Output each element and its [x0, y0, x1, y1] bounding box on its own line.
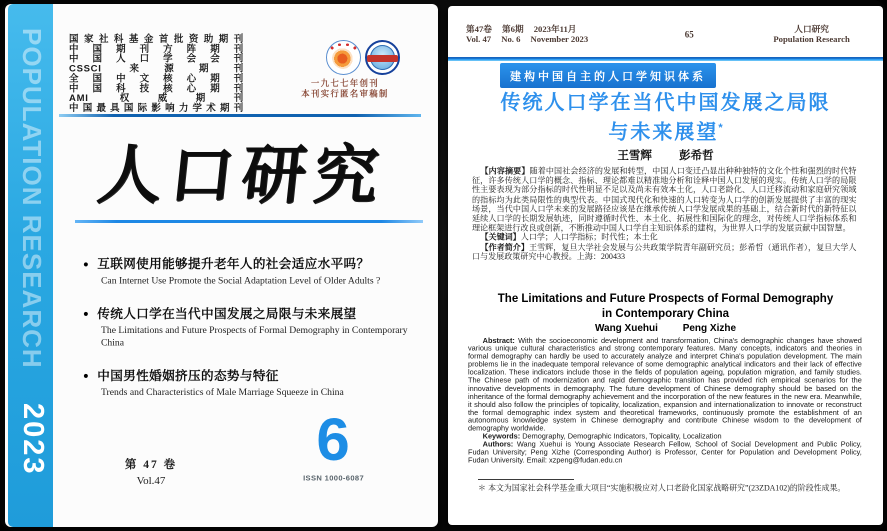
footnote: ＊ 本文为国家社会科学基金重大项目“实施积极应对人口老龄化国家战略研究”(23ZDA102)的阶段性成果。 [478, 484, 846, 493]
english-abstract-block [468, 337, 862, 465]
cover-divider-top [59, 114, 421, 117]
article-first-page [448, 6, 883, 525]
volume-en: Vol.47 [136, 475, 166, 487]
title-line-2: 与未来展望* [608, 121, 723, 144]
accolade-item: 全国中文核心期刊 [69, 72, 244, 84]
journal-cover-page [5, 4, 438, 527]
english-title [448, 292, 883, 322]
article-title-en: Trends and Characteristics of Male Marriage Squeeze in China [101, 386, 344, 398]
title-line-1: 传统人口学在当代中国发展之局限 [500, 92, 831, 114]
english-title-line-2: in Contemporary China [601, 308, 730, 320]
header-issue-en: No. 6 [501, 34, 521, 45]
cover-badges [301, 40, 413, 107]
accolade-item: AMI 权威期刊 [69, 92, 244, 104]
title-footnote-marker: * [718, 122, 723, 134]
accolade-item: CSSCI 来源期刊 [69, 62, 244, 74]
authors-en [448, 323, 883, 334]
chinese-abstract-block [472, 167, 856, 262]
keywords-en: Keywords: Demography, Demographic Indicators, Topicality, Localization [482, 432, 722, 441]
abstract-zh: 【内容摘要】随着中国社会经济的发展和转型，中国人口变迁凸显出种种独特的文化个性和强烈的时代特征，许多传统人口学的概念、指标、理论都难以精准地分析和诠释中国人口发展的现实。传统人口学的局限性主要表现为部分指标的时代性明显不足以及尚未有效本土化，人口老龄化、人口迁移流动和家庭研究领域的指标均为此类局限性的典型代表。中国式现代化和快速的人口转变为人口学的创新发展提供了丰富的现实场景，当代中国人口学未来的发展路径应该是在继承传统人口学发展成果的基础上，结合新时代的新特征以延续人口学的长期发展轨迹，同时遵循时代性、本土化、拓展性和国际化的理念，对传统人口学指标体系和理论框架进行改良或创新，不断推动中国人口学自主知识体系的建构，为世界人口学的发展贡献中国智慧。 [472, 167, 857, 233]
issue-number: 6 [316, 406, 350, 473]
header-rule [448, 57, 883, 61]
author-name-zh: 王雪辉 [617, 150, 652, 162]
accolade-item: 中国科技核心期刊 [69, 82, 244, 94]
bio-zh-label: 【作者简介】 [480, 243, 529, 252]
cover-article-list [83, 256, 416, 417]
bullet-icon: ● [83, 369, 89, 381]
cover-spine [8, 4, 53, 527]
footnote-rule [478, 479, 574, 480]
abstract-en: Abstract: With the socioeconomic development and transformation, China's demographic changes have showed various unique cultural characteristics and strong contemporary features. Many concepts, indicators and theories in formal demography can hardly be used to accurately analyze and interpret China's population development. The main problems lie in the inadequate temporal relevance of some demographic analytical indicators and their lack of effective localization. These indicators include those in the fields of population ageing, population migration, and family studies. The Chinese path of modernization and rapid demographic transition has provided rich empirical scenarios for the innovative developments in demography. The future development of Chinese demography should be based on the inheritance of the formal demography achievement and the incorporation of the new features in the new era. Meanwhile, it should also follow the principles of topicality, localization, expansion and internationalization to innovate or reconstruct the formal demographic index system and theoretical frameworks, continuously promote the establishment of an autonomous knowledge system in Chinese demography and contribute Chinese wisdom to the development of demography worldwide. [468, 337, 862, 433]
header-date-en: November 2023 [530, 34, 589, 45]
header-issue-info [466, 24, 646, 44]
accolade-item: 中国最具国际影响力学术期刊 [69, 102, 244, 114]
badge-captions [295, 79, 395, 99]
accolade-list [69, 34, 244, 113]
abstract-zh-label: 【内容摘要】 [480, 167, 530, 176]
phoenix-emblem-icon [326, 40, 361, 75]
keywords-zh-label: 【关键词】 [480, 233, 521, 243]
keywords-en-label: Keywords: [482, 432, 521, 441]
header-vol-zh: 第47卷 [466, 24, 492, 35]
author-name-en: Wang Xuehui [594, 323, 658, 334]
issn-code: ISSN 1000-6087 [303, 474, 365, 483]
cover-divider-under-title [75, 220, 423, 223]
page-number: 65 [684, 29, 694, 40]
authors-bio-en-label: Authors: [482, 440, 514, 449]
list-item [83, 306, 416, 348]
globe-emblem-icon [365, 40, 400, 75]
article-title-zh: 中国男性婚姻挤压的态势与特征 [97, 368, 279, 383]
article-title-en: Can Internet Use Promote the Social Adaptation Level of Older Adults ? [101, 274, 381, 286]
article-title-en: The Limitations and Future Prospects of Formal Demography in Contemporary China [101, 324, 408, 348]
accolade-item: 中国人口学会会刊 [69, 53, 244, 64]
bullet-icon: ● [83, 258, 89, 269]
running-header [466, 24, 887, 44]
review-policy-caption: 本刊实行匿名审稿制 [301, 89, 389, 99]
volume-zh: 第 47 卷 [124, 459, 178, 471]
authors-zh [448, 147, 883, 163]
journal-name-en: Population Research [773, 34, 850, 45]
author-bio-zh: 【作者简介】王雪辉，复旦大学社会发展与公共政策学院青年副研究员；彭希哲（通讯作者），复旦大学人口与发展政策研究中心教授。上海：200433 [472, 243, 857, 262]
english-title-line-1: The Limitations and Future Prospects of Formal Demography [497, 293, 834, 305]
header-date-zh: 2023年11月 [533, 24, 577, 35]
article-title-zh: 互联网使用能够提升老年人的社会适应水平吗？ [97, 256, 370, 272]
authors-bio-en: Authors: Wang Xuehui is Young Associate Research Fellow, School of Social Development and Public Policy, Fudan University; Peng Xizhe (Corresponding Author) is Professor, Center for Population and Development Policy, Fudan University. Email: xzpeng@fudan.edu.cn [468, 440, 862, 465]
keywords-zh: 【关键词】人口学；人口学指标；时代性；本土化 [480, 233, 658, 243]
header-issue-zh: 第6期 [502, 24, 524, 35]
page-title [448, 91, 883, 146]
article-title-zh: 传统人口学在当代中国发展之局限与未来展望 [97, 306, 357, 321]
journal-name-zh: 人口研究 [794, 24, 829, 35]
journal-title-calligraphy: 人口研究 [93, 138, 390, 213]
abstract-en-label: Abstract: [482, 337, 515, 345]
list-item [83, 256, 416, 286]
author-name-zh: 彭希哲 [679, 150, 714, 162]
footnote-marker: ＊ [478, 484, 486, 493]
accolade-item: 中国期刊方阵期刊 [69, 43, 244, 54]
accolade-item: 国家社科基金首批资助期刊 [69, 33, 244, 45]
list-item [83, 368, 416, 398]
spine-year: 2023 [17, 403, 49, 476]
header-vol-en: Vol. 47 [466, 34, 492, 45]
spine-journal-title: POPULATION RESEARCH [17, 28, 47, 369]
founded-caption: 一九七七年创刊 [311, 79, 380, 89]
cover-volume-block [113, 456, 189, 487]
bullet-icon: ● [83, 307, 89, 319]
series-banner: 建构中国自主的人口学知识体系 [500, 63, 716, 88]
header-journal-name [732, 24, 887, 44]
author-name-en: Peng Xizhe [682, 323, 737, 334]
